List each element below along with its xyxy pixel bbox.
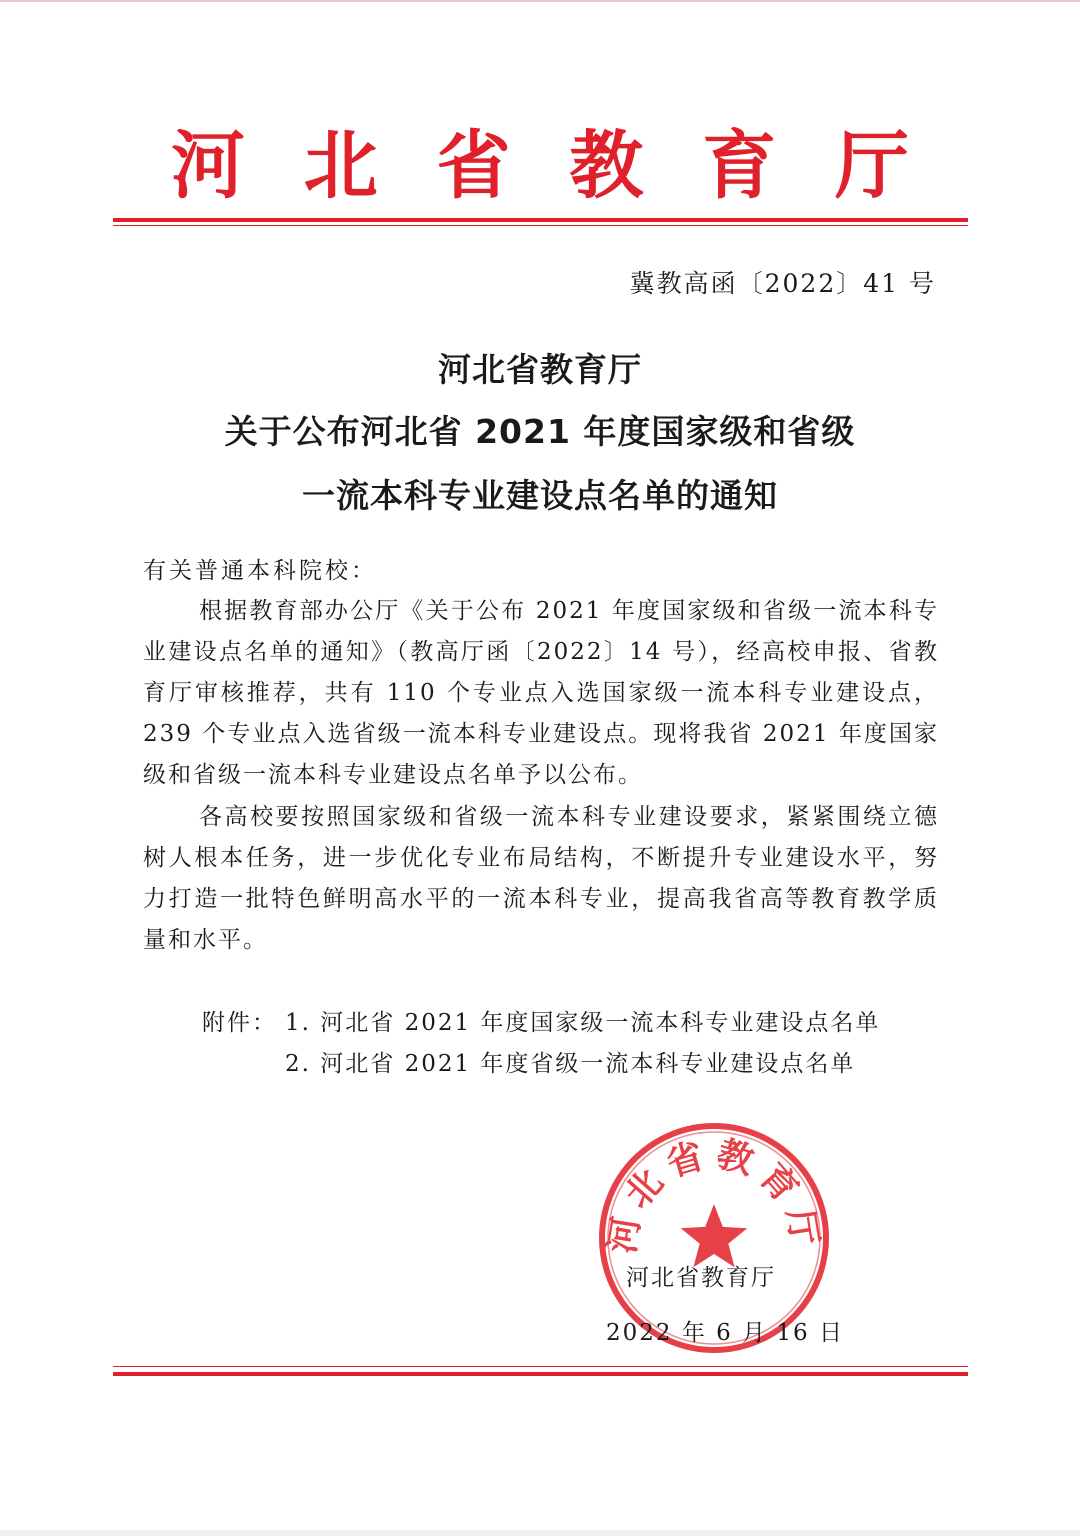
star-icon	[681, 1204, 748, 1267]
footer-rule-thick	[113, 1372, 968, 1376]
letterhead-char: 厅	[834, 123, 909, 209]
document-number: 冀教高函〔2022〕41 号	[629, 269, 936, 298]
footer-rule-thin	[113, 1366, 968, 1367]
title-line-3: 一流本科专业建设点名单的通知	[302, 476, 778, 515]
title-line-1: 河北省教育厅	[438, 350, 642, 389]
letterhead-char: 教	[569, 123, 644, 209]
letterhead-char: 北	[303, 123, 378, 209]
attachments-label: 附件：	[202, 1010, 277, 1036]
letterhead-char: 省	[436, 123, 511, 209]
attachment-item-1: 1. 河北省 2021 年度国家级一流本科专业建设点名单	[285, 1010, 881, 1036]
body-paragraph-2: 各高校要按照国家级和省级一流本科专业建设要求，紧紧围绕立德树人根本任务，进一步优化专业布局结构，不断提升专业建设水平，努力打造一批特色鲜明高水平的一流本科专业，提高我省高等教育教学质量和水平。	[143, 804, 939, 953]
letterhead-title	[160, 118, 920, 214]
seal-text: 河北省教育厅	[601, 1133, 827, 1257]
header-rule-thin	[113, 225, 968, 226]
issue-date: 2022 年 6 月 16 日	[606, 1320, 844, 1346]
salutation: 有关普通本科院校：	[143, 558, 377, 584]
body-paragraph-1: 根据教育部办公厅《关于公布 2021 年度国家级和省级一流本科专业建设点名单的通知》（教高厅函〔2022〕14 号），经高校申报、省教育厅审核推荐，共有 110 个专业点入选国家级一流本科专业建设点，239 个专业点入选省级一流本科专业建设点。现将我省 2021 年度国家级和省级一流本科专业建设点名单予以公布。	[143, 598, 939, 788]
letterhead-char: 育	[702, 123, 777, 209]
page-top-edge	[0, 0, 1080, 2]
attachment-item-2: 2. 河北省 2021 年度省级一流本科专业建设点名单	[285, 1051, 856, 1077]
issuer-signature: 河北省教育厅	[626, 1265, 776, 1291]
title-line-2: 关于公布河北省 2021 年度国家级和省级	[224, 412, 856, 451]
header-rule-thick	[113, 218, 968, 222]
letterhead-char: 河	[171, 123, 245, 209]
page-bottom-edge	[0, 1530, 1080, 1536]
